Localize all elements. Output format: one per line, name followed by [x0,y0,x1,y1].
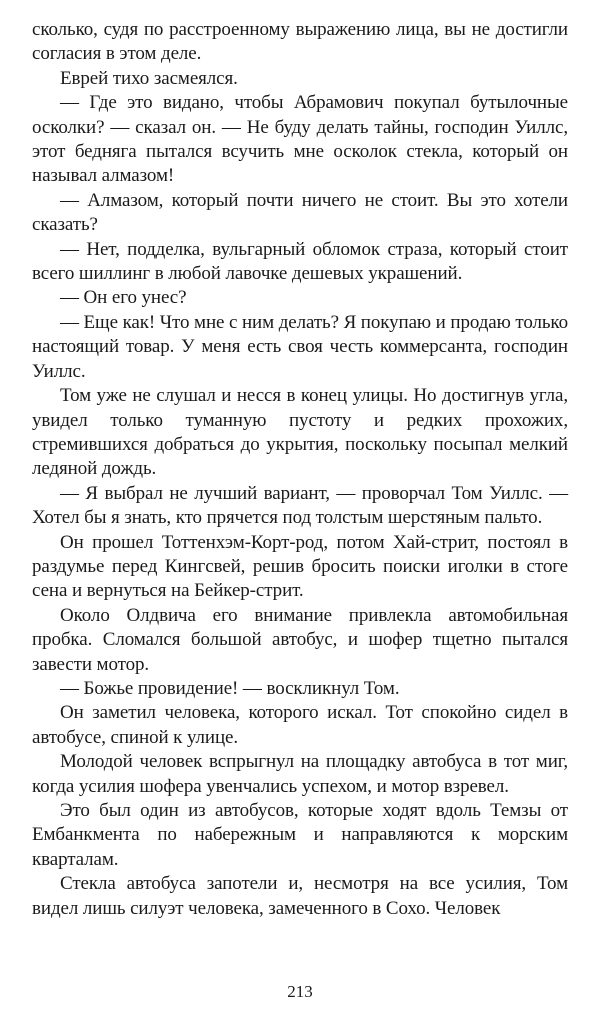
paragraph: — Где это видано, чтобы Абрамович покупал бутылочные осколки? — сказал он. — Не буду делать тайны, господин Уиллс, этот бедняга пытался всучить мне осколок стекла, который он называл алмазом! [32,92,568,187]
page-body [32,18,568,921]
paragraph: Молодой человек вспрыгнул на площадку автобуса в тот миг, когда усилия шофера увенчались успехом, и мотор взревел. [32,751,568,797]
paragraph: — Божье провидение! — воскликнул Том. [60,677,400,699]
paragraph: Около Олдвича его внимание привлекла автомобильная пробка. Сломался большой автобус, и шофер тщетно пытался завести мотор. [32,604,568,675]
paragraph: — Еще как! Что мне с ним делать? Я покупаю и продаю только настоящий товар. У меня есть своя честь коммерсанта, господин Уиллс. [32,311,568,382]
paragraph: Том уже не слушал и несся в конец улицы. Но достигнув угла, увидел только туманную пустоту и редких прохожих, стремившихся добраться до укрытия, поскольку посыпал мелкий ледяной дождь. [32,385,568,480]
page-number: 213 [287,982,313,1001]
paragraph: Это был один из автобусов, которые ходят вдоль Темзы от Ембанкмента по набережным и направляются к морским кварталам. [32,800,568,870]
paragraph: Стекла автобуса запотели и, несмотря на все усилия, Том видел лишь силуэт человека, замеченного в Сохо. Человек [32,873,568,919]
paragraph: Он заметил человека, которого искал. Тот спокойно сидел в автобусе, спиной к улице. [32,702,568,748]
paragraph: Еврей тихо засмеялся. [60,67,238,89]
paragraph: — Я выбрал не лучший вариант, — проворчал Том Уиллс. — Хотел бы я знать, кто прячется под толстым шерстяным пальто. [32,482,568,529]
paragraph: — Нет, подделка, вульгарный обломок страза, который стоит всего шиллинг в любой лавочке дешевых украшений. [32,238,568,285]
paragraph: Он прошел Тоттенхэм-Корт-род, потом Хай-стрит, постоял в раздумье перед Кингсвей, решив бросить поиски иголки в стоге сена и вернуться на Бейкер-стрит. [32,531,568,602]
paragraph: — Алмазом, который почти ничего не стоит. Вы это хотели сказать? [32,189,568,236]
paragraph: сколько, судя по расстроенному выражению лица, вы не достигли согласия в этом деле. [32,19,568,65]
paragraph: — Он его унес? [60,287,187,309]
